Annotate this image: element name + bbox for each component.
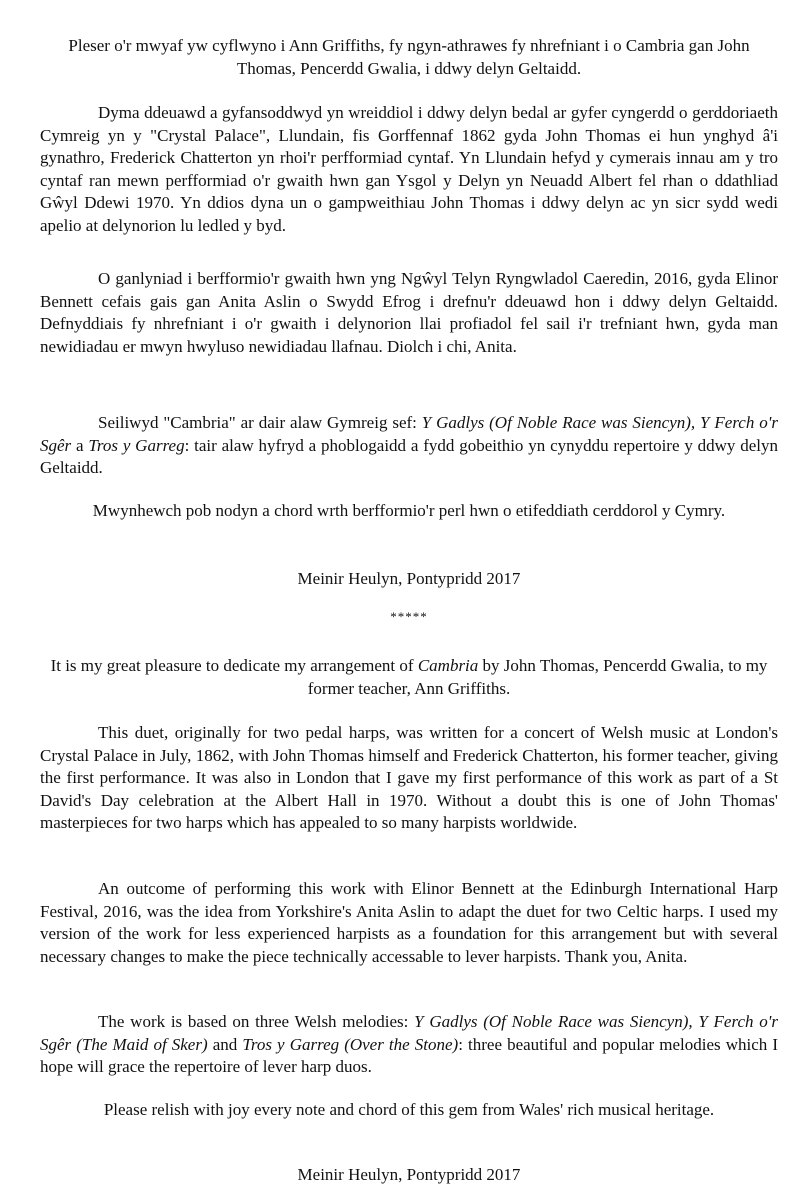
welsh-paragraph-3-conjunction: a <box>71 435 89 455</box>
english-paragraph-2: An outcome of performing this work with Elinor Bennett at the Edinburgh International Harp Festival, 2016, was the idea from Yorkshire's Anita Aslin to adapt the duet for two Celtic harps. I used my version of the work for less experienced harpists as a foundation for this arrangement but with several necessary changes to make the piece technically accessable to lever harpists. Thank you, Anita. <box>40 879 778 966</box>
welsh-paragraph-3-text: Seiliwyd "Cambria" ar dair alaw Gymreig sef: <box>98 413 422 432</box>
welsh-closing: Mwynhewch pob nodyn a chord wrth berfformio'r perl hwn o etifeddiath cerddorol y Cymry. <box>92 501 726 520</box>
english-paragraph-1: This duet, originally for two pedal harps, was written for a concert of Welsh music at London's Crystal Palace in July, 1862, with John Thomas himself and Frederick Chatterton, his former teacher, giving the first performance. It was also in London that I gave my first performance of this work as part of a St David's Day celebration at the Albert Hall in 1970. Without a doubt this is one of John Thomas' masterpieces for two harps which has appealed to so many harpists worldwide. <box>40 723 778 832</box>
welsh-melody-title-tros: Tros y Garreg <box>88 435 185 455</box>
welsh-paragraph-2: O ganlyniad i berfformio'r gwaith hwn yng Ngŵyl Telyn Ryngwladol Caeredin, 2016, gyda Elinor Bennett cefais gais gan Anita Aslin o Swydd Efrog i drefnu'r ddeuawd hon i ddwy delyn Geltaidd. Defnyddiais fy nhrefniant i o'r gwaith i delynorion llai profiadol fel sail i'r trefniant hwn, gyda man newidiadau er mwyn hwyluso newidiadau llafnau. Diolch i chi, Anita. <box>40 269 778 356</box>
english-dedication-text: It is my great pleasure to dedicate my arrangement of <box>50 656 418 675</box>
section-separator: ***** <box>390 609 428 624</box>
welsh-signature: Meinir Heulyn, Pontypridd 2017 <box>297 569 521 588</box>
english-signature: Meinir Heulyn, Pontypridd 2017 <box>297 1165 521 1184</box>
english-dedication <box>40 655 778 700</box>
welsh-paragraph-3 <box>40 412 778 480</box>
english-dedication-rest: by John Thomas, Pencerdd Gwalia, to my former teacher, Ann Griffiths. <box>307 656 768 698</box>
english-paragraph-3-rest: : three beautiful and popular melodies which I hope will grace the repertoire of lever harp duos. <box>40 1034 778 1076</box>
welsh-paragraph-1: Dyma ddeuawd a gyfansoddwyd yn wreiddiol i ddwy delyn bedal ar gyfer cyngerdd o gerddoriaeth Cymreig yn y "Crystal Palace", Llundain, fis Gorffennaf 1862 gyda John Thomas ei hun ynghyd â'i gynathro, Frederick Chatterton yn rhoi'r perfformiad cyntaf. Yn Llundain hefyd y cymerais innau am y tro cyntaf ran mewn perfformiad o'r gwaith hwn gan Ysgol y Delyn yn Neuadd Albert fel rhan o ddathliad Gŵyl Ddewi 1970. Yn ddios dyna un o gampweithiau John Thomas i ddwy delyn ac yn sicr sydd wedi apelio at delynorion lu ledled y byd. <box>40 103 778 235</box>
welsh-dedication: Pleser o'r mwyaf yw cyflwyno i Ann Griffiths, fy ngyn-athrawes fy nhrefniant i o Cambria gan John Thomas, Pencerdd Gwalia, i ddwy delyn Geltaidd. <box>68 36 750 78</box>
english-closing: Please relish with joy every note and chord of this gem from Wales' rich musical heritage. <box>103 1100 715 1119</box>
english-melody-titles: Y Gadlys (Of Noble Race was Siencyn), Y Ferch o'r Sgêr (The Maid of Sker) <box>40 1012 778 1054</box>
english-paragraph-3 <box>40 1011 778 1079</box>
welsh-melody-titles: Y Gadlys (Of Noble Race was Siencyn), Y Ferch o'r Sgêr <box>40 413 778 455</box>
welsh-paragraph-3-rest: : tair alaw hyfryd a phoblogaidd a fydd gobeithio yn cynyddu repertoire y ddwy delyn Geltaidd. <box>40 435 779 477</box>
english-melody-title-tros: Tros y Garreg (Over the Stone) <box>242 1034 459 1054</box>
english-paragraph-3-conjunction: and <box>207 1034 243 1054</box>
english-paragraph-3-text: The work is based on three Welsh melodies: <box>98 1012 415 1031</box>
english-work-title: Cambria <box>417 656 479 675</box>
